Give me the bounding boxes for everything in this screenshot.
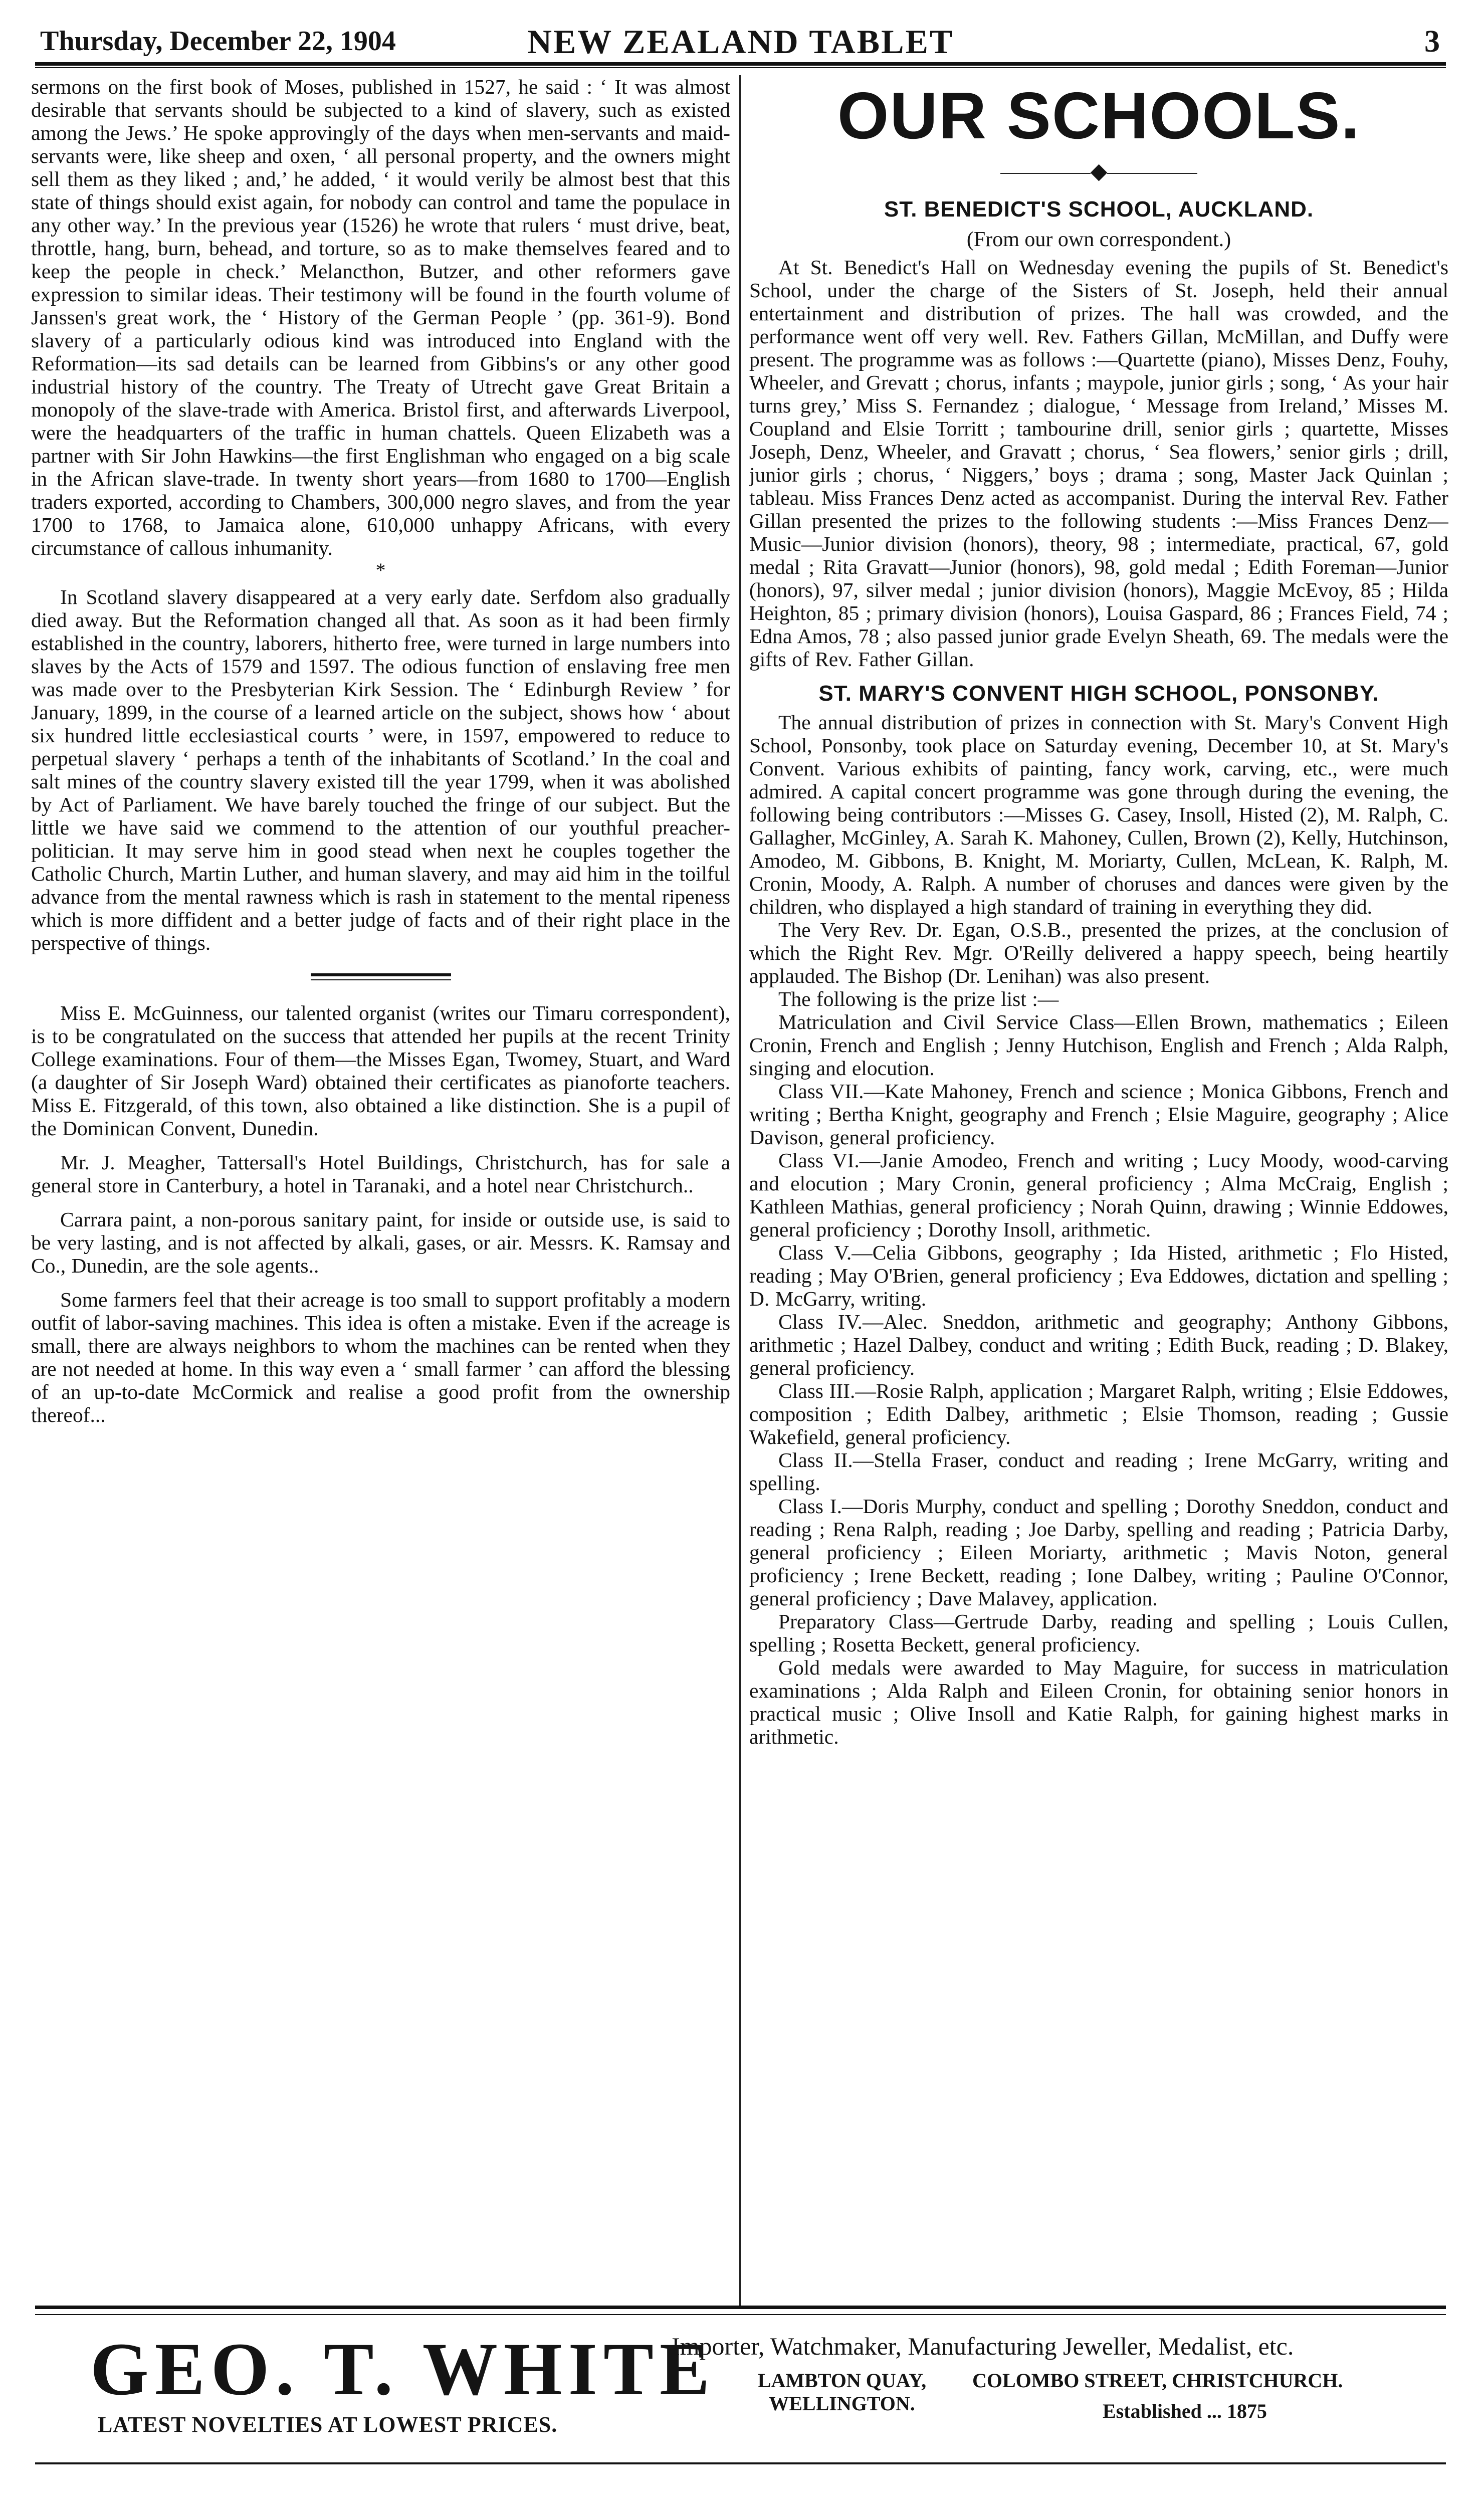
advertiser-name: GEO. T. WHITE xyxy=(90,2328,716,2411)
section-title: OUR SCHOOLS. xyxy=(837,79,1361,152)
advertiser-trades: Importer, Watchmaker, Manufacturing Jeweller, Medalist, etc. xyxy=(672,2332,1294,2360)
right-column xyxy=(749,75,1448,2301)
title-ornament xyxy=(749,156,1448,186)
article-paragraph: sermons on the first book of Moses, published in 1527, he said : ‘ It was almost desirable that servants should be subjected to a kind of slavery, such as existed among the Jews.’ He spoke approvingly of the days when men-servants and maid-servants were, like sheep and oxen, ‘ all personal property, and the owners might sell them as they liked ; and,’ he added, ‘ it would verily be almost best that this state of things should exist again, for nobody can control and tame the populace in any other way.’ In the previous year (1526) he wrote that rulers ‘ must drive, beat, throttle, hang, burn, behead, and torture, so as to make themselves feared and to keep the people in check.’ Melancthon, Butzer, and other reformers gave expression to similar ideas. Their testimony will be found in the fourth volume of Janssen's great work, the ‘ History of the German People ’ (pp. 361-9). Bond slavery of a particularly odious kind was introduced into England with the Reformation—its sad details can be learned from Gibbins's or any other good industrial history of the country. The Treaty of Utrecht gave Great Britain a monopoly of the slave-trade with America. Bristol first, and afterwards Liverpool, were the headquarters of the traffic in human chattels. Queen Elizabeth was a partner with Sir John Hawkins—the first Englishman who engaged on a big scale in the African slave-trade. In twenty short years—from 1680 to 1700—English traders exported, according to Chambers, 300,000 negro slaves, and from the year 1700 to 1768, to Jamaica alone, 610,000 unhappy Africans, with every circumstance of callous inhumanity. xyxy=(31,75,730,559)
news-paragraph: Carrara paint, a non-porous sanitary paint, for inside or outside use, is said to be very lasting, and is not affected by alkali, gases, or air. Messrs. K. Ramsay and Co., Dunedin, are the sole agents.. xyxy=(31,1208,730,1277)
prize-paragraph: Preparatory Class—Gertrude Darby, reading and spelling ; Louis Cullen, spelling ; Rosetta Beckett, general proficiency. xyxy=(749,1610,1448,1656)
school-paragraph: The following is the prize list :— xyxy=(778,987,1059,1010)
school-heading: ST. BENEDICT'S SCHOOL, AUCKLAND. xyxy=(884,197,1314,222)
school-paragraph: At St. Benedict's Hall on Wednesday evening the pupils of St. Benedict's School, under the charge of the Sisters of St. Joseph, held their annual entertainment and distribution of prizes. The hall was crowded, and the performance went off very well. Rev. Fathers Gillan, McMillan, and Duffy were present. The programme was as follows :—Quartette (piano), Misses Denz, Fouhy, Wheeler, and Grevatt ; chorus, infants ; maypole, junior girls ; song, ‘ As your hair turns grey,’ Miss S. Fernandez ; dialogue, ‘ Message from Ireland,’ Misses M. Coupland and Elsie Torritt ; tambourine drill, senior girls ; quartette, Misses Joseph, Denz, Wheeler, and Gravatt ; chorus, ‘ Sea flowers,’ senior girls ; drill, junior girls ; chorus, ‘ Niggers,’ boys ; drama ; song, Master Jack Quinlan ; tableau. Miss Frances Denz acted as accompanist. During the interval Rev. Father Gillan presented the prizes to the following students :—Miss Frances Denz—Music—Junior division (honors), theory, 98 ; intermediate, practical, 67, gold medal ; Rita Gravatt—Junior (honors), 98, gold medal ; Edith Foreman—Junior (honors), 97, silver medal ; junior division (honors), Maggie McEvoy, 85 ; Hilda Heighton, 85 ; primary division (honors), Louisa Gaspard, 86 ; Frances Field, 74 ; Edna Amos, 78 ; also passed junior grade Evelyn Sheath, 69. The medals were the gifts of Rev. Father Gillan. xyxy=(749,256,1448,671)
left-column xyxy=(31,75,730,2301)
diamond-ornament-icon: ◆ xyxy=(1090,159,1108,183)
page-number: 3 xyxy=(1424,25,1440,59)
header-date: Thursday, December 22, 1904 xyxy=(40,26,396,57)
article-paragraph: In Scotland slavery disappeared at a very early date. Serfdom also gradually died away. But the Reformation changed all that. As soon as it had been firmly established in the country, laborers, hitherto free, were turned in large numbers into slaves by the Acts of 1579 and 1597. The odious function of enslaving free men was made over to the Presbyterian Kirk Session. The ‘ Edinburgh Review ’ for January, 1899, in the course of a learned article on the subject, shows how ‘ about six hundred little ecclesiastical courts ’ were, in 1597, empowered to reduce to perpetual slavery ‘ perhaps a tenth of the inhabitants of Scotland.’ In the coal and salt mines of the country slavery existed till the year 1799, when it was abolished by Act of Parliament. We have barely touched the fringe of our subject. But the little we have said we commend to the attention of our youthful preacher-politician. It may serve him in good stead when next he couples together the Catholic Church, Martin Luther, and human slavery, and may aid him in the toilful advance from the mental rawness which is rash in statement to the mental ripeness which is more diffident and a better judge of facts and of their right place in the perspective of things. xyxy=(31,585,730,954)
address-christchurch: COLOMBO STREET, CHRISTCHURCH. xyxy=(972,2369,1343,2392)
prize-paragraph: Class II.—Stella Fraser, conduct and reading ; Irene McGarry, writing and spelling. xyxy=(749,1448,1448,1495)
prize-paragraph: Matriculation and Civil Service Class—Ellen Brown, mathematics ; Eileen Cronin, French and English ; Jenny Hutchison, English and French ; Alda Ralph, singing and elocution. xyxy=(749,1010,1448,1080)
school-paragraph: The Very Rev. Dr. Egan, O.S.B., presented the prizes, at the conclusion of which the Right Rev. Mgr. O'Reilly delivered a happy speech, being heartily applauded. The Bishop (Dr. Lenihan) was also present. xyxy=(749,918,1448,987)
news-paragraph: Miss E. McGuinness, our talented organist (writes our Timaru correspondent), is to be congratulated on the success that attended her pupils at the recent Trinity College examinations. Four of them—the Misses Egan, Twomey, Stuart, and Ward (a daughter of Sir Joseph Ward) obtained their certificates as pianoforte teachers. Miss E. Fitzgerald, of this town, also obtained a like distinction. She is a pupil of the Dominican Convent, Dunedin. xyxy=(31,1001,730,1140)
section-star: * xyxy=(375,559,386,581)
school-heading: ST. MARY'S CONVENT HIGH SCHOOL, PONSONBY. xyxy=(818,681,1379,706)
prize-paragraph: Class IV.—Alec. Sneddon, arithmetic and geography; Anthony Gibbons, arithmetic ; Hazel Dalbey, conduct and writing ; Edith Buck, reading ; D. Blakey, general proficiency. xyxy=(749,1310,1448,1379)
prize-paragraph: Class VI.—Janie Amodeo, French and writing ; Lucy Moody, wood-carving and elocution ; Mary Cronin, general proficiency ; Alma McCraig, English ; Kathleen Mathias, general proficiency ; Norah Quinn, drawing ; Winnie Eddowes, general proficiency ; Dorothy Insoll, arithmetic. xyxy=(749,1149,1448,1241)
advertisement-banner xyxy=(35,2306,1446,2474)
column-divider xyxy=(739,75,741,2306)
prize-paragraph: Class VII.—Kate Mahoney, French and science ; Monica Gibbons, French and writing ; Bertha Knight, geography and French ; Elsie Maguire, geography ; Alice Davison, general proficiency. xyxy=(749,1080,1448,1149)
news-paragraph: Some farmers feel that their acreage is too small to support profitably a modern outfit of labor-saving machines. This idea is often a mistake. Even if the acreage is small, there are always neighbors to whom the machines can be rented when they are not needed at home. In this way even a ‘ small farmer ’ can afford the blessing of an up-to-date McCormick and realise a good profit from the ownership thereof... xyxy=(31,1288,730,1426)
newspaper-title: NEW ZEALAND TABLET xyxy=(527,23,954,61)
section-rule xyxy=(311,973,451,980)
advertiser-tagline: LATEST NOVELTIES AT LOWEST PRICES. xyxy=(98,2412,558,2437)
prize-paragraph: Class I.—Doris Murphy, conduct and spelling ; Dorothy Sneddon, conduct and reading ; Rena Ralph, reading ; Joe Darby, spelling and reading ; Patricia Darby, general proficiency ; Eileen Moriarty, arithmetic ; Mavis Noton, general proficiency ; Irene Beckett, reading ; Ione Dalbey, writing ; Pauline O'Connor, general proficiency ; Dave Malavey, application. xyxy=(749,1495,1448,1610)
school-paragraph: The annual distribution of prizes in connection with St. Mary's Convent High School, Ponsonby, took place on Saturday evening, December 10, at St. Mary's Convent. Various exhibits of painting, fancy work, carving, etc., were much admired. A capital concert programme was gone through during the evening, the following being contributors :—Misses G. Casey, Insoll, Histed (2), M. Ralph, C. Gallagher, McGinley, A. Sarah K. Mahoney, Cullen, Brown (2), Kelly, Hutchinson, Amodeo, M. Gibbons, B. Knight, M. Moriarty, Cullen, McLean, K. Ralph, M. Cronin, Moody, A. Ralph. A number of choruses and dances were given by the children, who displayed a high standard of training in everything they did. xyxy=(749,711,1448,918)
correspondent-note: (From our own correspondent.) xyxy=(966,228,1231,251)
news-paragraph: Mr. J. Meagher, Tattersall's Hotel Buildings, Christchurch, has for sale a general store in Canterbury, a hotel in Taranaki, and a hotel near Christchurch.. xyxy=(31,1151,730,1197)
header-rule xyxy=(35,67,1446,68)
prize-paragraph: Class III.—Rosie Ralph, application ; Margaret Ralph, writing ; Elsie Eddowes, composition ; Edith Dalbey, arithmetic ; Elsie Thomson, reading ; Gussie Wakefield, general proficiency. xyxy=(749,1379,1448,1448)
prize-paragraph: Gold medals were awarded to May Maguire, for success in matriculation examinations ; Alda Ralph and Eileen Cronin, for obtaining senior honors in practical music ; Olive Insoll and Katie Ralph, for gaining highest marks in arithmetic. xyxy=(749,1656,1448,1748)
page-header xyxy=(35,22,1446,66)
prize-paragraph: Class V.—Celia Gibbons, geography ; Ida Histed, arithmetic ; Flo Histed, reading ; May O'Brien, general proficiency ; Eva Eddowes, dictation and spelling ; D. McGarry, writing. xyxy=(749,1241,1448,1310)
established-year: Established ... 1875 xyxy=(1103,2400,1267,2422)
address-wellington: LAMBTON QUAY, WELLINGTON. xyxy=(757,2369,927,2415)
